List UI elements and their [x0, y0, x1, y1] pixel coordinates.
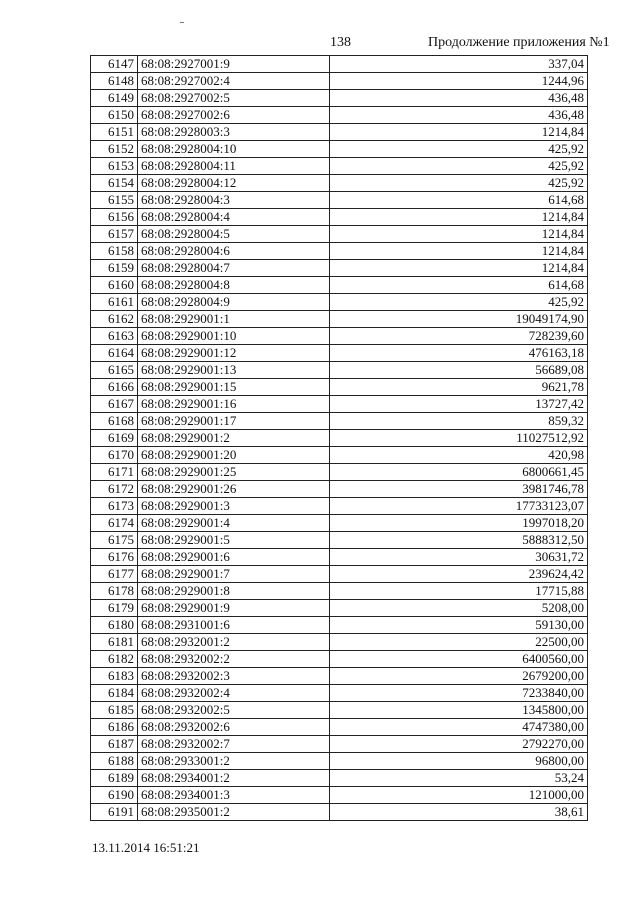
cadastral-value-cell: 239624,42 — [330, 566, 588, 583]
cadastral-value-cell: 7233840,00 — [330, 685, 588, 702]
cadastral-number-cell: 68:08:2928004:7 — [138, 260, 330, 277]
cadastral-value-cell: 4747380,00 — [330, 719, 588, 736]
cadastral-number-cell: 68:08:2932002:5 — [138, 702, 330, 719]
cadastral-number-cell: 68:08:2929001:15 — [138, 379, 330, 396]
row-number-cell: 6163 — [91, 328, 138, 345]
row-number-cell: 6164 — [91, 345, 138, 362]
cadastral-number-cell: 68:08:2929001:17 — [138, 413, 330, 430]
cadastral-value-cell: 5888312,50 — [330, 532, 588, 549]
cadastral-value-cell: 17715,88 — [330, 583, 588, 600]
table-row — [91, 447, 588, 464]
cadastral-value-cell: 59130,00 — [330, 617, 588, 634]
row-number-cell: 6176 — [91, 549, 138, 566]
row-number-cell: 6189 — [91, 770, 138, 787]
cadastral-number-cell: 68:08:2932002:6 — [138, 719, 330, 736]
table-row — [91, 549, 588, 566]
row-number-cell: 6149 — [91, 90, 138, 107]
cadastral-value-cell: 9621,78 — [330, 379, 588, 396]
cadastral-value-cell: 425,92 — [330, 175, 588, 192]
cadastral-value-cell: 425,92 — [330, 294, 588, 311]
cadastral-value-cell: 19049174,90 — [330, 311, 588, 328]
row-number-cell: 6177 — [91, 566, 138, 583]
table-row — [91, 141, 588, 158]
row-number-cell: 6185 — [91, 702, 138, 719]
cadastral-value-cell: 425,92 — [330, 141, 588, 158]
cadastral-number-cell: 68:08:2929001:12 — [138, 345, 330, 362]
cadastral-number-cell: 68:08:2931001:6 — [138, 617, 330, 634]
cadastral-value-cell: 1214,84 — [330, 226, 588, 243]
table-row — [91, 719, 588, 736]
cadastral-number-cell: 68:08:2929001:7 — [138, 566, 330, 583]
table-row — [91, 515, 588, 532]
row-number-cell: 6179 — [91, 600, 138, 617]
row-number-cell: 6186 — [91, 719, 138, 736]
cadastral-number-cell: 68:08:2929001:26 — [138, 481, 330, 498]
table-row — [91, 396, 588, 413]
cadastral-value-cell: 53,24 — [330, 770, 588, 787]
table-row — [91, 600, 588, 617]
cadastral-value-cell: 1214,84 — [330, 260, 588, 277]
row-number-cell: 6156 — [91, 209, 138, 226]
table-row — [91, 770, 588, 787]
table-body — [91, 56, 588, 821]
cadastral-value-cell: 22500,00 — [330, 634, 588, 651]
cadastral-number-cell: 68:08:2934001:2 — [138, 770, 330, 787]
row-number-cell: 6147 — [91, 56, 138, 73]
table-row — [91, 430, 588, 447]
table-row — [91, 532, 588, 549]
cadastral-number-cell: 68:08:2927001:9 — [138, 56, 330, 73]
cadastral-number-cell: 68:08:2929001:8 — [138, 583, 330, 600]
row-number-cell: 6190 — [91, 787, 138, 804]
print-timestamp: 13.11.2014 16:51:21 — [92, 840, 200, 855]
table-row — [91, 566, 588, 583]
cadastral-value-cell: 13727,42 — [330, 396, 588, 413]
row-number-cell: 6157 — [91, 226, 138, 243]
cadastral-value-cell: 6800661,45 — [330, 464, 588, 481]
table-row — [91, 345, 588, 362]
row-number-cell: 6182 — [91, 651, 138, 668]
cadastral-number-cell: 68:08:2927002:6 — [138, 107, 330, 124]
cadastral-number-cell: 68:08:2932002:7 — [138, 736, 330, 753]
row-number-cell: 6172 — [91, 481, 138, 498]
cadastral-value-cell: 11027512,92 — [330, 430, 588, 447]
cadastral-number-cell: 68:08:2929001:1 — [138, 311, 330, 328]
row-number-cell: 6173 — [91, 498, 138, 515]
cadastral-value-cell: 6400560,00 — [330, 651, 588, 668]
cadastral-number-cell: 68:08:2928004:5 — [138, 226, 330, 243]
row-number-cell: 6180 — [91, 617, 138, 634]
cadastral-value-cell: 425,92 — [330, 158, 588, 175]
cadastral-value-table — [90, 55, 588, 821]
cadastral-value-cell: 1997018,20 — [330, 515, 588, 532]
table-row — [91, 158, 588, 175]
table-row — [91, 260, 588, 277]
row-number-cell: 6175 — [91, 532, 138, 549]
cadastral-value-cell: 614,68 — [330, 192, 588, 209]
row-number-cell: 6184 — [91, 685, 138, 702]
row-number-cell: 6150 — [91, 107, 138, 124]
row-number-cell: 6159 — [91, 260, 138, 277]
cadastral-value-cell: 859,32 — [330, 413, 588, 430]
table-row — [91, 668, 588, 685]
cadastral-number-cell: 68:08:2928003:3 — [138, 124, 330, 141]
cadastral-number-cell: 68:08:2932002:4 — [138, 685, 330, 702]
table-row — [91, 413, 588, 430]
table-row — [91, 175, 588, 192]
table-row — [91, 311, 588, 328]
cadastral-value-cell: 121000,00 — [330, 787, 588, 804]
cadastral-number-cell: 68:08:2932002:3 — [138, 668, 330, 685]
table-row — [91, 328, 588, 345]
table-row — [91, 209, 588, 226]
cadastral-value-cell: 1214,84 — [330, 124, 588, 141]
table-row — [91, 583, 588, 600]
table-row — [91, 702, 588, 719]
table-row — [91, 498, 588, 515]
cadastral-value-cell: 1345800,00 — [330, 702, 588, 719]
table-row — [91, 787, 588, 804]
table-row — [91, 73, 588, 90]
row-number-cell: 6183 — [91, 668, 138, 685]
row-number-cell: 6178 — [91, 583, 138, 600]
cadastral-value-cell: 728239,60 — [330, 328, 588, 345]
table-row — [91, 124, 588, 141]
cadastral-number-cell: 68:08:2929001:6 — [138, 549, 330, 566]
cadastral-number-cell: 68:08:2928004:3 — [138, 192, 330, 209]
cadastral-value-cell: 3981746,78 — [330, 481, 588, 498]
table-row — [91, 107, 588, 124]
cadastral-value-cell: 614,68 — [330, 277, 588, 294]
cadastral-number-cell: 68:08:2929001:5 — [138, 532, 330, 549]
row-number-cell: 6168 — [91, 413, 138, 430]
appendix-continuation-note: Продолжение приложения №1 — [428, 35, 610, 50]
cadastral-number-cell: 68:08:2934001:3 — [138, 787, 330, 804]
row-number-cell: 6153 — [91, 158, 138, 175]
table-row — [91, 651, 588, 668]
cadastral-value-cell: 436,48 — [330, 90, 588, 107]
row-number-cell: 6187 — [91, 736, 138, 753]
table-row — [91, 804, 588, 821]
table-row — [91, 753, 588, 770]
cadastral-number-cell: 68:08:2929001:25 — [138, 464, 330, 481]
cadastral-number-cell: 68:08:2928004:6 — [138, 243, 330, 260]
table-row — [91, 56, 588, 73]
table-row — [91, 736, 588, 753]
cadastral-value-cell: 1244,96 — [330, 73, 588, 90]
row-number-cell: 6160 — [91, 277, 138, 294]
row-number-cell: 6167 — [91, 396, 138, 413]
row-number-cell: 6154 — [91, 175, 138, 192]
cadastral-value-cell: 1214,84 — [330, 243, 588, 260]
row-number-cell: 6188 — [91, 753, 138, 770]
row-number-cell: 6174 — [91, 515, 138, 532]
table-row — [91, 362, 588, 379]
table-row — [91, 617, 588, 634]
cadastral-number-cell: 68:08:2929001:13 — [138, 362, 330, 379]
cadastral-number-cell: 68:08:2928004:8 — [138, 277, 330, 294]
table-row — [91, 379, 588, 396]
cadastral-number-cell: 68:08:2932002:2 — [138, 651, 330, 668]
cadastral-number-cell: 68:08:2933001:2 — [138, 753, 330, 770]
row-number-cell: 6169 — [91, 430, 138, 447]
table-row — [91, 481, 588, 498]
cadastral-value-cell: 30631,72 — [330, 549, 588, 566]
table-row — [91, 192, 588, 209]
cadastral-number-cell: 68:08:2929001:3 — [138, 498, 330, 515]
cadastral-number-cell: 68:08:2928004:4 — [138, 209, 330, 226]
scan-mark — [180, 22, 184, 23]
cadastral-number-cell: 68:08:2929001:10 — [138, 328, 330, 345]
cadastral-value-cell: 56689,08 — [330, 362, 588, 379]
table-row — [91, 226, 588, 243]
cadastral-number-cell: 68:08:2935001:2 — [138, 804, 330, 821]
cadastral-value-cell: 5208,00 — [330, 600, 588, 617]
cadastral-number-cell: 68:08:2929001:2 — [138, 430, 330, 447]
cadastral-number-cell: 68:08:2929001:9 — [138, 600, 330, 617]
cadastral-value-cell: 436,48 — [330, 107, 588, 124]
cadastral-value-cell: 420,98 — [330, 447, 588, 464]
row-number-cell: 6170 — [91, 447, 138, 464]
row-number-cell: 6191 — [91, 804, 138, 821]
cadastral-number-cell: 68:08:2927002:5 — [138, 90, 330, 107]
cadastral-number-cell: 68:08:2928004:10 — [138, 141, 330, 158]
table-row — [91, 243, 588, 260]
cadastral-value-cell: 1214,84 — [330, 209, 588, 226]
cadastral-number-cell: 68:08:2929001:4 — [138, 515, 330, 532]
cadastral-value-cell: 2679200,00 — [330, 668, 588, 685]
row-number-cell: 6148 — [91, 73, 138, 90]
table-row — [91, 464, 588, 481]
table-row — [91, 294, 588, 311]
cadastral-value-cell: 476163,18 — [330, 345, 588, 362]
table-row — [91, 90, 588, 107]
cadastral-number-cell: 68:08:2928004:11 — [138, 158, 330, 175]
cadastral-number-cell: 68:08:2932001:2 — [138, 634, 330, 651]
cadastral-value-cell: 337,04 — [330, 56, 588, 73]
cadastral-number-cell: 68:08:2928004:9 — [138, 294, 330, 311]
table-row — [91, 685, 588, 702]
row-number-cell: 6171 — [91, 464, 138, 481]
row-number-cell: 6158 — [91, 243, 138, 260]
row-number-cell: 6152 — [91, 141, 138, 158]
page-number: 138 — [330, 35, 351, 50]
cadastral-number-cell: 68:08:2928004:12 — [138, 175, 330, 192]
cadastral-value-cell: 96800,00 — [330, 753, 588, 770]
table-row — [91, 277, 588, 294]
cadastral-number-cell: 68:08:2929001:16 — [138, 396, 330, 413]
row-number-cell: 6151 — [91, 124, 138, 141]
row-number-cell: 6165 — [91, 362, 138, 379]
row-number-cell: 6166 — [91, 379, 138, 396]
row-number-cell: 6155 — [91, 192, 138, 209]
row-number-cell: 6161 — [91, 294, 138, 311]
cadastral-value-cell: 2792270,00 — [330, 736, 588, 753]
table-row — [91, 634, 588, 651]
row-number-cell: 6162 — [91, 311, 138, 328]
cadastral-number-cell: 68:08:2929001:20 — [138, 447, 330, 464]
cadastral-value-cell: 17733123,07 — [330, 498, 588, 515]
cadastral-number-cell: 68:08:2927002:4 — [138, 73, 330, 90]
row-number-cell: 6181 — [91, 634, 138, 651]
cadastral-value-cell: 38,61 — [330, 804, 588, 821]
